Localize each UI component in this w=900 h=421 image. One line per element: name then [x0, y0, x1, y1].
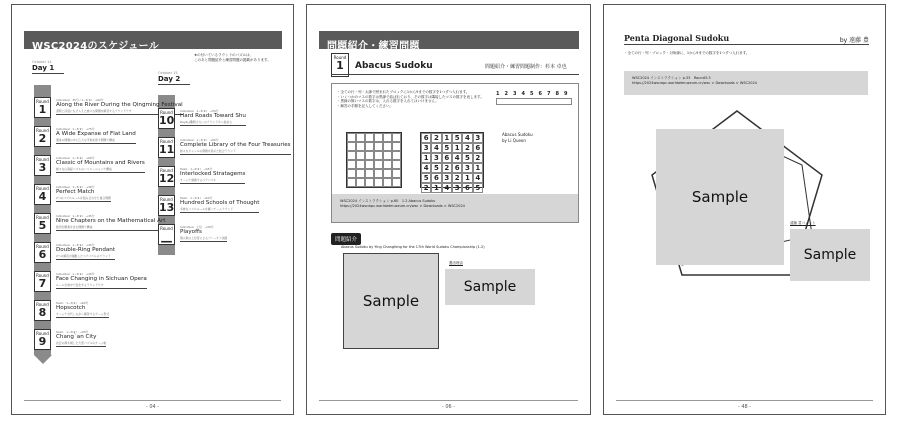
day2-date: October 15 [158, 71, 178, 75]
example-caption: Abacus Sudoku [502, 132, 533, 137]
example-cell: 2 [431, 133, 441, 143]
round-meta: Individual 1~3(★) →60分 [180, 138, 219, 142]
example-cell: 1 [442, 133, 452, 143]
day1-header [32, 60, 64, 74]
puzzle-cell [392, 133, 401, 142]
digit-header-cell: 7 [547, 91, 551, 97]
page-schedule [11, 4, 294, 415]
round-number: 10 [159, 114, 175, 127]
puzzle-cell [365, 151, 374, 160]
round-number: — [160, 234, 173, 248]
round-number: 5 [38, 219, 47, 232]
round-badge [158, 195, 175, 216]
round-badge [34, 126, 51, 147]
round-label: Round [160, 139, 173, 144]
puzzle-cell [374, 178, 383, 187]
round-badge [34, 300, 51, 321]
round-badge: Round 1 [331, 53, 349, 77]
round-meta: Individual 35分 / 1~2(★) →60分 [56, 98, 104, 102]
puzzle-cell [356, 151, 365, 160]
day2-header [158, 71, 190, 85]
round-badge [34, 184, 51, 205]
link-url[interactable]: https://2024wscwpc.worldwtmuseum.cn/wsc > Downloads > WSC2024 [340, 203, 465, 208]
puzzle-cell [365, 133, 374, 142]
digit-strip [496, 98, 572, 105]
example-cell: 6 [462, 183, 472, 193]
puzzle-cell [374, 133, 383, 142]
round-number: 1 [38, 103, 47, 116]
example-cell: 1 [462, 173, 472, 183]
puzzle-cell [383, 178, 392, 187]
puzzle-cell [374, 142, 383, 151]
example-cell: 5 [442, 143, 452, 153]
puzzle-title: Penta Diagonal Sudoku [624, 33, 730, 43]
round-desc: チームで連携するペアパズル [180, 178, 245, 184]
round-badge [158, 224, 175, 248]
page-number: - 04 - [24, 400, 281, 410]
round-badge [34, 97, 51, 118]
sample-caption: 選出理由 [449, 261, 463, 265]
round-label: Round [160, 168, 173, 173]
section-label: 問題紹介 [331, 233, 361, 245]
sample-puzzle: Sample [343, 253, 439, 349]
example-cell: 6 [473, 143, 483, 153]
title-rule [624, 44, 869, 45]
round-title: Interlocked Stratagems [180, 171, 246, 177]
round-title: Double-Ring Pendant [56, 247, 116, 253]
round-number: 3 [38, 161, 47, 174]
puzzle-cell [383, 160, 392, 169]
round-meta: Individual 1~3(★) →75分 [56, 127, 95, 131]
puzzle-cell [374, 160, 383, 169]
round-entry [180, 225, 227, 242]
puzzle-cell [392, 169, 401, 178]
puzzle-cell [383, 151, 392, 160]
puzzle-cell [365, 178, 374, 187]
example-cell: 1 [431, 183, 441, 193]
puzzle-cell [383, 169, 392, 178]
source-line: Abacus Sudoku by Ying Changfeng for the 17th World Sudoku Championship (1.2) [341, 245, 485, 249]
round-label: Round [36, 331, 49, 336]
example-cell: 6 [421, 133, 431, 143]
digit-header-cell: 6 [538, 91, 542, 97]
puzzle-cell [347, 160, 356, 169]
example-cell: 5 [452, 133, 462, 143]
title-rule [331, 74, 579, 75]
round-desc: 様々なジャンルの問題を集めた総合ラウンド [180, 149, 291, 155]
puzzle-cell [365, 142, 374, 151]
page-penta-diagonal [603, 4, 886, 415]
link-title: WSC2024 インストラクション p.60 1.2 Abacus Sudoku [340, 199, 436, 203]
puzzle-cell [356, 142, 365, 151]
example-cell: 5 [462, 153, 472, 163]
round-desc: 長安の都を模した大型パズルのチーム戦 [56, 341, 107, 345]
puzzle-cell [347, 151, 356, 160]
digit-header-cell: 1 [496, 91, 500, 97]
example-cell: 2 [421, 183, 431, 193]
round-label: Round [36, 186, 49, 191]
page-title: WSC2024のスケジュール [24, 31, 282, 49]
puzzle-cell [365, 169, 374, 178]
round-meta: Individual 上位 →30分 [180, 225, 214, 229]
day1-label: Day 1 [32, 64, 64, 74]
example-cell: 3 [442, 173, 452, 183]
puzzle-cell [347, 133, 356, 142]
round-badge [34, 213, 51, 234]
round-number: 2 [38, 132, 47, 145]
round-meta: Individual 1~3(★) →60分 [56, 156, 95, 160]
round-meta: Team 1~3(★) →60分 [180, 196, 213, 200]
round-title: Hard Roads Toward Shu [180, 113, 246, 119]
round-label: Round [36, 215, 49, 220]
puzzle-cell [383, 142, 392, 151]
example-author: by Li Queon [502, 138, 526, 143]
example-cell: 1 [473, 163, 483, 173]
round-badge [158, 108, 175, 129]
round-number: 4 [38, 190, 47, 203]
round-title: Chang`an City [56, 334, 97, 340]
instruction-link-box [624, 71, 868, 95]
example-cell: 3 [431, 153, 441, 163]
round-desc: 様々な山海経パズルのバリエーションで構成 [56, 167, 145, 173]
example-cell: 5 [431, 163, 441, 173]
example-cell: 2 [452, 173, 462, 183]
round-entry [56, 272, 147, 289]
sample-comment: Sample [790, 229, 870, 281]
puzzle-cell [392, 151, 401, 160]
round-meta: Individual 1~3(★) →45分 [56, 214, 95, 218]
example-cell: 4 [473, 173, 483, 183]
round-label: Round [36, 302, 49, 307]
day1-arrow [34, 355, 52, 364]
round-entry [180, 167, 245, 184]
example-cell: 6 [442, 153, 452, 163]
round-entry [56, 156, 145, 173]
round-label: Round [36, 128, 49, 133]
example-cell: 3 [473, 133, 483, 143]
link-url[interactable]: https://2024wscwpc.worldwtmuseum.cn/wsc > Downloads > WSC2024 [632, 80, 757, 85]
round-label: Round [36, 157, 49, 162]
round-meta: Individual 1~3(★) →50分 [180, 109, 219, 113]
round-meta: Team 1~3(★) →60分 [56, 301, 89, 305]
round-desc: 数学的要素を含む問題で構成 [56, 225, 165, 231]
round-number: 11 [159, 143, 175, 156]
round-title: Hopscotch [56, 305, 86, 311]
round-desc: 通常の問題の中に広大な平地を探す問題で構成 [56, 138, 136, 144]
round-number: 7 [38, 277, 47, 290]
day2-label: Day 2 [158, 75, 190, 85]
digit-header [496, 91, 571, 97]
round-badge [158, 137, 175, 158]
round-entry [56, 243, 115, 260]
round-number: 12 [159, 172, 175, 185]
round-title: Face Changing in Sichuan Opera [56, 276, 147, 282]
round-entry [56, 127, 136, 144]
rules-text: ・全ての行・列・太線で囲まれたブロックに1から9までの数字を1つずつ入れます。 ・いくつかのマスの数字は黒線で結ばれており、その数字は隣接したマスの数字を表します。 ・黒線の無いマスの数字は、入れる数字を入れてはいけません。 ・解答の手順を記入してください。 [337, 90, 484, 108]
example-cell: 4 [431, 143, 441, 153]
puzzle-cell [347, 178, 356, 187]
puzzle-author: by 遠藤 豊 [839, 37, 869, 44]
round-title: A Wide Expanse of Flat Land [56, 131, 136, 137]
rules-text: ・全ての行・列・ブロック・対角線に、1から9までの数字を1つずつ入れます。 [624, 51, 750, 55]
round-desc: 個人戦の上位者によるプレーオフ決勝 [180, 236, 228, 240]
round-badge [34, 271, 51, 292]
example-cell: 4 [452, 153, 462, 163]
round-desc: チームで交代しながら解答するゲーム形式 [56, 312, 110, 316]
puzzle-cell [356, 178, 365, 187]
puzzle-cell [356, 133, 365, 142]
round-meta: Team 1~3(★) →45分 [180, 167, 213, 171]
round-meta: Team 1~3(★) →90分 [56, 330, 89, 334]
round-label: Round [36, 99, 49, 104]
page-title: 問題紹介・練習問題 [319, 31, 579, 49]
round-desc: ルールが途中で変化するラウンドです [56, 283, 147, 289]
round-meta: Individual 1~3(★) →40分 [56, 272, 95, 276]
round-label: Round [160, 197, 173, 202]
puzzle-cell [347, 142, 356, 151]
round-entry [180, 109, 246, 126]
puzzle-cell [392, 142, 401, 151]
round-desc: 2つの解答が連動したペアパズルのラウンド [56, 254, 115, 260]
sample-puzzle: Sample [656, 129, 784, 265]
round-number: 9 [38, 335, 47, 348]
round-number: 13 [159, 201, 175, 214]
round-label: Round [36, 273, 49, 278]
example-grid [420, 132, 484, 192]
page-number: - 48 - [616, 400, 873, 410]
round-entry [56, 185, 111, 202]
round-badge [34, 155, 51, 176]
puzzle-cell [347, 169, 356, 178]
round-label: Round [160, 226, 173, 231]
puzzle-name: Abacus Sudoku [355, 61, 433, 71]
note-line-1: ★の付いているラウンドのパズルは、 [194, 53, 254, 57]
puzzle-grid [346, 132, 402, 188]
page-number: - 06 - [319, 400, 578, 410]
round-title: Along the River During the Qingming Festival [56, 102, 183, 108]
example-cell: 4 [462, 133, 472, 143]
round-desc: 多様なパズルルールを解くチームラウンド [180, 207, 259, 213]
round-desc: 清明上河図になぞらえた様々な問題を解答するラウンドです [56, 109, 183, 115]
round-meta: Individual 1~3(★) →45分 [56, 243, 95, 247]
digit-header-cell: 9 [564, 91, 568, 97]
day1-date: October 14 [32, 60, 52, 64]
round-title: Perfect Match [56, 189, 95, 195]
example-cell: 4 [421, 163, 431, 173]
round-number: 8 [38, 306, 47, 319]
round-badge [158, 166, 175, 187]
round-desc: 2つのパズルルールを組み合わせた複合問題 [56, 196, 111, 200]
example-cell: 2 [462, 143, 472, 153]
example-cell: 1 [421, 153, 431, 163]
example-cell: 1 [452, 143, 462, 153]
digit-header-cell: 2 [504, 91, 508, 97]
round-label: Round [160, 110, 173, 115]
comment-label: 遠藤 豊コメント [790, 221, 816, 225]
note-line-2: このあと問題紹介と練習問題の掲載があります。 [194, 57, 271, 62]
author-line: 問題紹介・練習問題制作：杉本 卓也 [485, 64, 567, 70]
digit-header-cell: 3 [513, 91, 517, 97]
puzzle-cell [374, 169, 383, 178]
puzzle-cell [356, 169, 365, 178]
digit-header-cell: 5 [530, 91, 534, 97]
instruction-link-box [332, 194, 578, 222]
round-badge [34, 242, 51, 263]
rules-box [331, 83, 579, 223]
example-cell: 3 [452, 183, 462, 193]
puzzle-cell [374, 151, 383, 160]
puzzle-cell [392, 160, 401, 169]
round-label: Round [36, 244, 49, 249]
round-entry [56, 214, 165, 231]
round-title: Nine Chapters on the Mathematical Art [56, 218, 166, 224]
example-cell: 6 [431, 173, 441, 183]
example-cell: 5 [421, 173, 431, 183]
example-cell: 5 [473, 183, 483, 193]
puzzle-cell [365, 160, 374, 169]
round-entry [56, 301, 109, 318]
example-cell: 6 [452, 163, 462, 173]
example-cell: 3 [421, 143, 431, 153]
round-entry [56, 330, 106, 347]
example-cell: 2 [473, 153, 483, 163]
example-cell: 2 [442, 163, 452, 173]
puzzle-cell [356, 160, 365, 169]
round-title: Classic of Mountains and Rivers [56, 160, 145, 166]
sample-reason: Sample [445, 269, 535, 305]
link-title: WSC2024 インストラクション p.33 Round3-3 [632, 76, 711, 80]
example-cell: 4 [442, 183, 452, 193]
digit-header-cell: 4 [521, 91, 525, 97]
round-meta: Individual 1~3(★) →30分 [56, 185, 95, 189]
round-entry [180, 196, 259, 213]
round-title: Playoffs [180, 229, 202, 235]
puzzle-cell [392, 178, 401, 187]
example-cell: 3 [462, 163, 472, 173]
round-title: Hundred Schools of Thought [180, 200, 260, 206]
round-desc: Day2は難問ぞろいのラウンドから始まる [180, 120, 246, 126]
round-title: Complete Library of the Four Treasuries [180, 142, 291, 148]
round-number: 6 [38, 248, 47, 261]
puzzle-cell [383, 133, 392, 142]
round-entry [180, 138, 291, 155]
digit-header-cell: 8 [555, 91, 559, 97]
round-badge [34, 329, 51, 350]
page-puzzle-intro [306, 4, 591, 415]
